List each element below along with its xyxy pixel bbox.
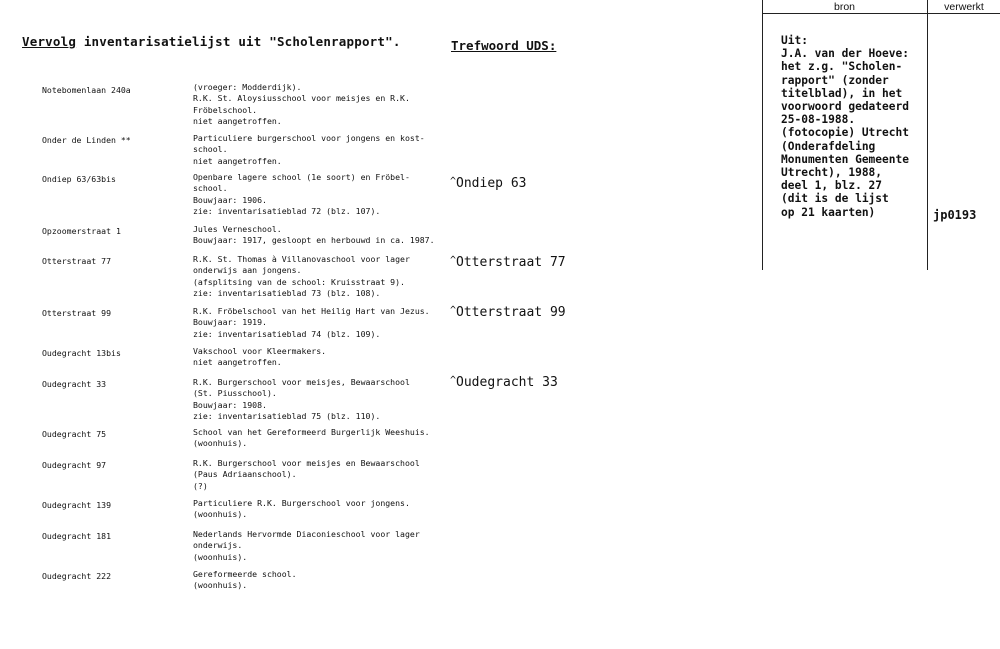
entry-address: Oudegracht 75 [42,429,107,439]
entry-address: Notebomenlaan 240a [42,85,131,95]
entry-address: Onder de Linden ** [42,135,131,145]
entry-address: Otterstraat 99 [42,308,112,318]
column-header-source: bron [833,1,855,13]
entry-description: (vroeger: Modderdijk). R.K. St. Aloysiusschool voor meisjes en R.K. Fröbelschool. niet aangetroffen. [193,82,410,127]
table-left-border [762,0,763,270]
keyword-text: Otterstraat 77 [456,255,566,270]
entry-address: Oudegracht 33 [42,379,107,389]
entry-description: Vakschool voor Kleermakers. niet aangetroffen. [193,346,327,368]
page-title [22,34,401,49]
title-prefix: Vervolg [22,34,77,49]
keyword-header: Trefwoord UDS: [451,38,557,53]
entry-description: Jules Verneschool. Bouwjaar: 1917, gesloopt en herbouwd in ca. 1987. [193,224,435,246]
source-citation: Uit: J.A. van der Hoeve: het z.g. "Scholen- rapport" (zonder titelblad), in het voorwoord gedateerd 25-08-1988. (fotocopie) Utrecht (Onderafdeling Monumenten Gemeente Utrecht), 1988, deel 1, blz. 27 (dit is de lijst op 21 kaarten) [781,34,909,219]
entry-address: Opzoomerstraat 1 [42,226,121,236]
entry-address: Oudegracht 181 [42,531,112,541]
table-header-divider [762,13,1000,14]
entry-keyword: ^Otterstraat 99 [450,305,566,320]
entry-description: Gereformeerde school. (woonhuis). [193,569,297,591]
entry-address: Otterstraat 77 [42,256,112,266]
table-column-divider [927,0,928,270]
entry-description: Particuliere R.K. Burgerschool voor jongens. (woonhuis). [193,498,410,520]
entry-description: R.K. St. Thomas à Villanovaschool voor lager onderwijs aan jongens. (afsplitsing van de school: Kruisstraat 9). zie: inventarisatieblad 73 (blz. 108). [193,254,410,299]
entry-description: Nederlands Hervormde Diaconieschool voor lager onderwijs. (woonhuis). [193,529,420,562]
entry-keyword: ^Otterstraat 77 [450,255,566,270]
entry-description: School van het Gereformeerd Burgerlijk Weeshuis. (woonhuis). [193,427,430,449]
entry-description: Particuliere burgerschool voor jongens en kost- school. niet aangetroffen. [193,133,425,166]
entry-description: R.K. Burgerschool voor meisjes en Bewaarschool (Paus Adriaanschool). (?) [193,458,420,491]
keyword-text: Oudegracht 33 [456,375,558,390]
column-header-processed: verwerkt [944,1,984,13]
keyword-text: Otterstraat 99 [456,305,566,320]
entry-description: R.K. Burgerschool voor meisjes, Bewaarschool (St. Piusschool). Bouwjaar: 1908. zie: inventarisatieblad 75 (blz. 110). [193,377,410,422]
entry-keyword: ^Oudegracht 33 [450,375,558,390]
title-rest: inventarisatielijst uit "Scholenrapport". [76,34,401,49]
entry-address: Oudegracht 97 [42,460,107,470]
entry-address: Ondiep 63/63bis [42,174,116,184]
entry-address: Oudegracht 139 [42,500,112,510]
entry-address: Oudegracht 222 [42,571,112,581]
entry-description: R.K. Fröbelschool van het Heilig Hart van Jezus. Bouwjaar: 1919. zie: inventarisatieblad 74 (blz. 109). [193,306,430,339]
entry-address: Oudegracht 13bis [42,348,121,358]
keyword-text: Ondiep 63 [456,176,527,191]
processed-code: jp0193 [933,208,977,222]
entry-keyword: ^Ondiep 63 [450,176,527,191]
entry-description: Openbare lagere school (1e soort) en Fröbel- school. Bouwjaar: 1906. zie: inventarisatieblad 72 (blz. 107). [193,172,410,217]
